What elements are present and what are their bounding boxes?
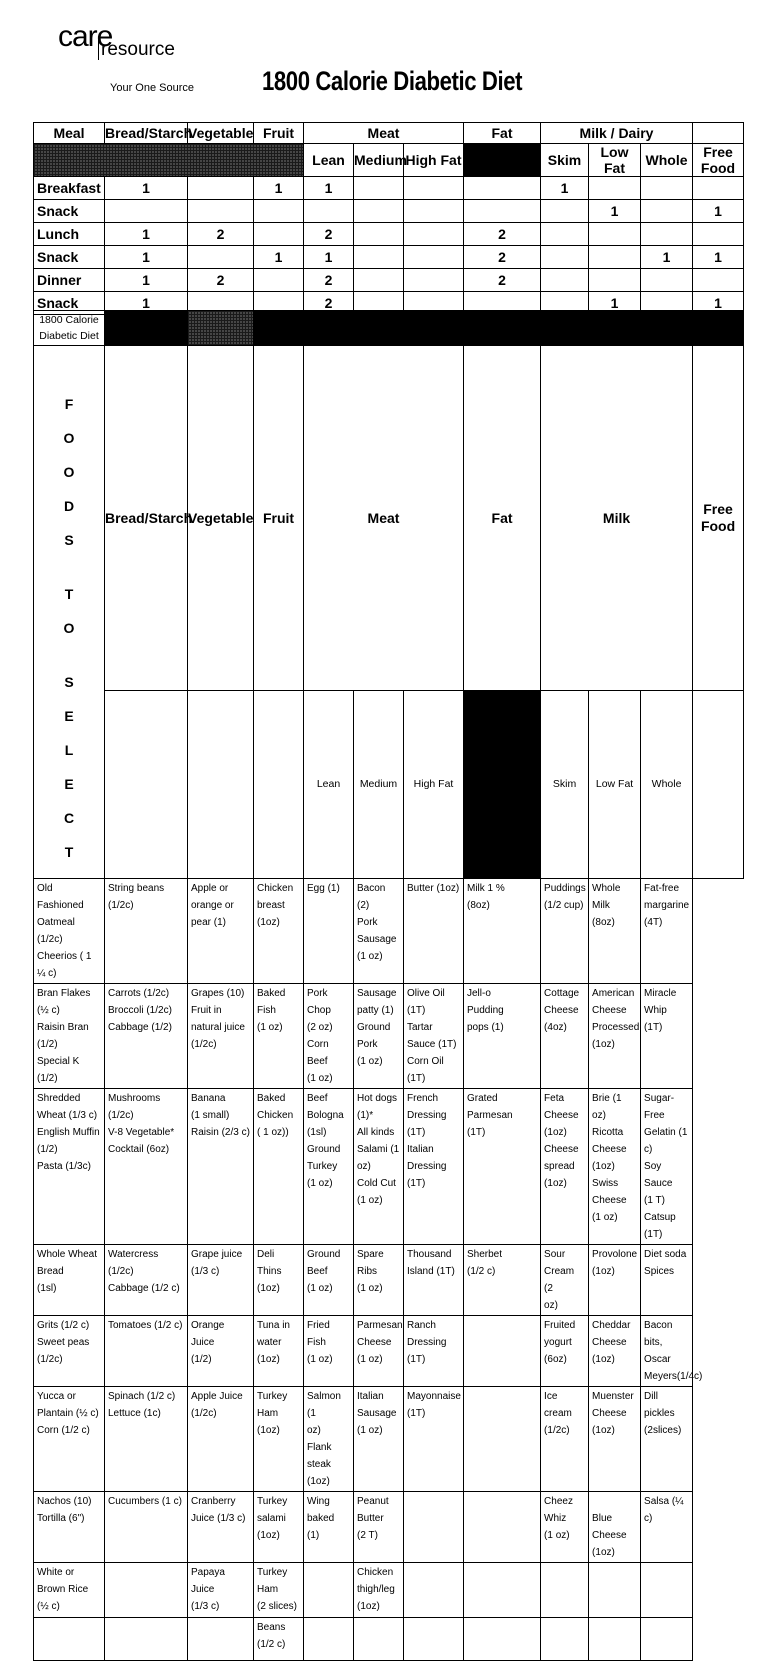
food-item (34, 1618, 105, 1661)
col-fat: Fat (464, 123, 541, 144)
food-col-fat: Fat (464, 346, 541, 691)
serving-count: 1 (105, 269, 188, 292)
empty-cell (105, 691, 188, 879)
serving-count (254, 269, 304, 292)
food-item: Sour Cream (2 oz) (541, 1245, 589, 1316)
food-row (34, 1089, 744, 1245)
food-col-bread: Bread/Starch (105, 346, 188, 691)
food-item: Tuna in water (1oz) (254, 1316, 304, 1387)
food-item: Fat-free margarine (4T) (641, 879, 693, 984)
food-col-free-food: Free Food (693, 346, 744, 691)
food-item: Wing baked (1) (304, 1492, 354, 1563)
meal-plan-row (34, 269, 744, 292)
food-item: Salsa (¼ c) (641, 1492, 693, 1563)
serving-count (354, 177, 404, 200)
food-item: Sausage patty (1) Ground Pork (1 oz) (354, 984, 404, 1089)
sub-low-fat: Low Fat (589, 144, 641, 177)
serving-count (404, 200, 464, 223)
shaded-cell (188, 311, 254, 346)
serving-count (404, 223, 464, 246)
col-meal: Meal (34, 123, 105, 144)
food-item: Cucumbers (1 c) (105, 1492, 188, 1563)
food-item (304, 1618, 354, 1661)
meal-plan-row (34, 177, 744, 200)
food-item: Apple Juice (1/2c) (188, 1387, 254, 1492)
care-resource-logo (58, 20, 194, 94)
serving-count (541, 223, 589, 246)
serving-count (188, 246, 254, 269)
food-item: Whole Milk (8oz) (589, 879, 641, 984)
food-item (464, 1492, 541, 1563)
food-item: Papaya Juice (1/3 c) (188, 1563, 254, 1618)
food-header-row (34, 346, 744, 691)
serving-count (641, 269, 693, 292)
meal-name: Snack (34, 292, 105, 315)
food-item: Orange Juice (1/2) (188, 1316, 254, 1387)
serving-count (641, 223, 693, 246)
food-item: American Cheese Processed (1oz) (589, 984, 641, 1089)
serving-count: 1 (254, 177, 304, 200)
food-item: White or Brown Rice (½ c) (34, 1563, 105, 1618)
food-item: Muenster Cheese (1oz) (589, 1387, 641, 1492)
meal-name: Dinner (34, 269, 105, 292)
food-item: Ground Beef (1 oz) (304, 1245, 354, 1316)
food-item (541, 1563, 589, 1618)
serving-count (254, 223, 304, 246)
col-free-food-top (693, 123, 744, 144)
food-item: Bacon (2) Pork Sausage (1 oz) (354, 879, 404, 984)
food-item: Spare Ribs (1 oz) (354, 1245, 404, 1316)
serving-count (589, 177, 641, 200)
serving-count: 2 (304, 269, 354, 292)
serving-count: 2 (464, 269, 541, 292)
food-item: Feta Cheese (1oz) Cheese spread (1oz) (541, 1089, 589, 1245)
food-item: Dill pickles (2slices) (641, 1387, 693, 1492)
meal-plan-body (34, 177, 744, 315)
serving-count (541, 269, 589, 292)
serving-count: 1 (105, 177, 188, 200)
food-item: Turkey Ham (1oz) (254, 1387, 304, 1492)
food-item (589, 1618, 641, 1661)
food-item: Puddings (1/2 cup) (541, 879, 589, 984)
food-caption-row (34, 311, 744, 346)
shaded-cell (541, 311, 744, 346)
serving-count: 1 (105, 292, 188, 315)
food-item: Baked Chicken ( 1 oz)) (254, 1089, 304, 1245)
food-item: Beef Bologna (1sl) Ground Turkey (1 oz) (304, 1089, 354, 1245)
serving-count (541, 200, 589, 223)
food-item: Beans (1/2 c) (254, 1618, 304, 1661)
sub-lean: Lean (304, 144, 354, 177)
logo-tagline: Your One Source (110, 82, 194, 94)
food-item: Ranch Dressing (1T) (404, 1316, 464, 1387)
food-item (541, 1618, 589, 1661)
side-letter: F (64, 396, 74, 412)
meal-name: Breakfast (34, 177, 105, 200)
serving-count (404, 177, 464, 200)
serving-count (188, 200, 254, 223)
food-item: Cranberry Juice (1/3 c) (188, 1492, 254, 1563)
serving-count (254, 200, 304, 223)
serving-count (304, 200, 354, 223)
serving-count: 1 (105, 246, 188, 269)
food-item: Tomatoes (1/2 c) (105, 1316, 188, 1387)
food-item (464, 1316, 541, 1387)
food-item (464, 1387, 541, 1492)
food-item: Peanut Butter (2 T) (354, 1492, 404, 1563)
food-item: Cottage Cheese (4oz) (541, 984, 589, 1089)
serving-count (188, 177, 254, 200)
food-item: Bacon bits, Oscar Meyers(1/4c) (641, 1316, 693, 1387)
col-vegetable: Vegetable (188, 123, 254, 144)
serving-count: 1 (641, 246, 693, 269)
food-item: Turkey Ham (2 slices) (254, 1563, 304, 1618)
food-item: Grated Parmesan (1T) (464, 1089, 541, 1245)
food-subheader-row (34, 691, 744, 879)
food-item: Sherbet (1/2 c) (464, 1245, 541, 1316)
food-item: Turkey salami (1oz) (254, 1492, 304, 1563)
serving-count: 2 (304, 223, 354, 246)
serving-count (589, 246, 641, 269)
meal-plan-header-row (34, 123, 744, 144)
food-row (34, 984, 744, 1089)
food-item: Grapes (10) Fruit in natural juice (1/2c) (188, 984, 254, 1089)
food-item: Butter (1oz) (404, 879, 464, 984)
serving-count (105, 200, 188, 223)
serving-count: 1 (693, 246, 744, 269)
serving-count: 1 (693, 292, 744, 315)
serving-count: 2 (464, 246, 541, 269)
food-item: Salmon (1 oz) Flank steak (1oz) (304, 1387, 354, 1492)
serving-count: 1 (693, 200, 744, 223)
food-item: Blue Cheese (1oz) (589, 1492, 641, 1563)
food-item: Grits (1/2 c) Sweet peas (1/2c) (34, 1316, 105, 1387)
food-item (304, 1563, 354, 1618)
side-letter (34, 566, 104, 586)
serving-count (693, 269, 744, 292)
food-col-meat: Meat (304, 346, 464, 691)
serving-count: 2 (464, 223, 541, 246)
food-item: Hot dogs (1)* All kinds Salami (1 oz) Cold Cut (1 oz) (354, 1089, 404, 1245)
food-item: Nachos (10) Tortilla (6") (34, 1492, 105, 1563)
shaded-cell (464, 691, 541, 879)
food-item (105, 1563, 188, 1618)
food-item: String beans (1/2c) (105, 879, 188, 984)
meal-name: Lunch (34, 223, 105, 246)
food-row (34, 879, 744, 984)
food-item: Egg (1) (304, 879, 354, 984)
food-item (404, 1563, 464, 1618)
food-item: Deli Thins (1oz) (254, 1245, 304, 1316)
meal-plan-row (34, 223, 744, 246)
meal-plan-row (34, 246, 744, 269)
side-letter (34, 654, 104, 674)
serving-count: 2 (188, 269, 254, 292)
food-sub-skim: Skim (541, 691, 589, 879)
food-item: Ice cream (1/2c) (541, 1387, 589, 1492)
sub-whole: Whole (641, 144, 693, 177)
serving-count: 1 (304, 246, 354, 269)
food-item: Milk 1 % (8oz) (464, 879, 541, 984)
serving-count (589, 269, 641, 292)
shaded-cell (464, 144, 541, 177)
food-row (34, 1563, 744, 1618)
food-item: Chicken breast (1oz) (254, 879, 304, 984)
food-item (641, 1563, 693, 1618)
side-letter: O (63, 464, 75, 480)
food-row (34, 1316, 744, 1387)
food-item: Pork Chop (2 oz) Corn Beef (1 oz) (304, 984, 354, 1089)
serving-count (641, 177, 693, 200)
food-item: Brie (1 oz) Ricotta Cheese (1oz) Swiss Cheese (1 oz) (589, 1089, 641, 1245)
side-letter: S (64, 674, 74, 690)
food-row (34, 1618, 744, 1661)
food-item: Spinach (1/2 c) Lettuce (1c) (105, 1387, 188, 1492)
food-item: Banana (1 small) Raisin (2/3 c) (188, 1089, 254, 1245)
sub-free-food: Free Food (693, 144, 744, 177)
serving-count (354, 223, 404, 246)
shaded-cell (105, 311, 188, 346)
food-item: Shredded Wheat (1/3 c) English Muffin (1/2) Pasta (1/3c) (34, 1089, 105, 1245)
page-title: 1800 Calorie Diabetic Diet (262, 66, 523, 96)
food-item: Parmesan Cheese (1 oz) (354, 1316, 404, 1387)
col-meat: Meat (304, 123, 464, 144)
food-sub-low-fat: Low Fat (589, 691, 641, 879)
food-item: Thousand Island (1T) (404, 1245, 464, 1316)
food-item (404, 1618, 464, 1661)
sub-skim: Skim (541, 144, 589, 177)
logo-care-text: care (58, 20, 113, 53)
serving-count: 1 (541, 177, 589, 200)
side-letter: L (64, 742, 74, 758)
empty-cell (188, 691, 254, 879)
food-item: Sugar-Free Gelatin (1 c) Soy Sauce (1 T) Catsup (1T) (641, 1089, 693, 1245)
serving-count: 2 (188, 223, 254, 246)
food-caption: 1800 Calorie Diabetic Diet (34, 311, 105, 346)
food-item: Baked Fish (1 oz) (254, 984, 304, 1089)
side-letter: D (63, 498, 75, 514)
food-item: Cheddar Cheese (1oz) (589, 1316, 641, 1387)
serving-count (641, 200, 693, 223)
col-milk-dairy: Milk / Dairy (541, 123, 693, 144)
serving-count (404, 246, 464, 269)
food-item: Bran Flakes (½ c) Raisin Bran (1/2) Special K (1/2) (34, 984, 105, 1089)
food-item: Carrots (1/2c) Broccoli (1/2c) Cabbage (1/2) (105, 984, 188, 1089)
food-item (105, 1618, 188, 1661)
shaded-cell (254, 311, 541, 346)
col-fruit: Fruit (254, 123, 304, 144)
serving-count: 2 (304, 292, 354, 315)
meal-plan-row (34, 200, 744, 223)
col-bread-starch: Bread/Starch (105, 123, 188, 144)
food-item: Miracle Whip (1T) (641, 984, 693, 1089)
food-choices-body (34, 879, 744, 1661)
food-sub-whole: Whole (641, 691, 693, 879)
food-col-vegetable: Vegetable (188, 346, 254, 691)
food-row (34, 1492, 744, 1563)
food-choices-table (33, 310, 744, 1661)
food-sub-high-fat: High Fat (404, 691, 464, 879)
serving-count (354, 269, 404, 292)
food-item: Watercress (1/2c) Cabbage (1/2 c) (105, 1245, 188, 1316)
food-item (354, 1618, 404, 1661)
food-item: Jell-o Pudding pops (1) (464, 984, 541, 1089)
serving-count (589, 223, 641, 246)
serving-count (404, 269, 464, 292)
food-item (641, 1618, 693, 1661)
empty-cell (254, 691, 304, 879)
serving-count: 1 (105, 223, 188, 246)
food-item: Grape juice (1/3 c) (188, 1245, 254, 1316)
food-sub-lean: Lean (304, 691, 354, 879)
side-letter: T (64, 844, 74, 860)
food-item: Mushrooms (1/2c) V-8 Vegetable* Cocktail (6oz) (105, 1089, 188, 1245)
food-item: Fried Fish (1 oz) (304, 1316, 354, 1387)
shaded-cell (34, 144, 304, 177)
food-sub-medium: Medium (354, 691, 404, 879)
food-item: French Dressing (1T) Italian Dressing (1T) (404, 1089, 464, 1245)
side-letter: E (64, 776, 74, 792)
food-item: Cheez Whiz (1 oz) (541, 1492, 589, 1563)
food-row (34, 1387, 744, 1492)
food-item: Yucca or Plantain (½ c) Corn (1/2 c) (34, 1387, 105, 1492)
serving-count (464, 177, 541, 200)
food-col-fruit: Fruit (254, 346, 304, 691)
food-item: Chicken thigh/leg (1oz) (354, 1563, 404, 1618)
serving-count: 1 (304, 177, 354, 200)
food-item: Mayonnaise (1T) (404, 1387, 464, 1492)
foods-to-select-label (34, 346, 105, 879)
food-item (464, 1563, 541, 1618)
side-letter: T (64, 586, 74, 602)
food-item (404, 1492, 464, 1563)
food-row (34, 1245, 744, 1316)
food-item (464, 1618, 541, 1661)
food-item (589, 1563, 641, 1618)
food-item: Olive Oil (1T) Tartar Sauce (1T) Corn Oil (1T) (404, 984, 464, 1089)
serving-count (693, 177, 744, 200)
side-letter: O (63, 620, 75, 636)
side-letter: E (64, 708, 74, 724)
serving-count (541, 246, 589, 269)
serving-count: 1 (589, 292, 641, 315)
sub-high-fat: High Fat (404, 144, 464, 177)
serving-count: 1 (589, 200, 641, 223)
side-letter: O (63, 430, 75, 446)
food-item (188, 1618, 254, 1661)
food-item: Diet soda Spices (641, 1245, 693, 1316)
side-letter: C (63, 810, 75, 826)
food-item: Italian Sausage (1 oz) (354, 1387, 404, 1492)
empty-cell (693, 691, 744, 879)
food-item: Old Fashioned Oatmeal (1/2c) Cheerios ( 1 ¼ c) (34, 879, 105, 984)
serving-count (354, 200, 404, 223)
serving-count (464, 200, 541, 223)
logo-resource-text: resource (98, 40, 175, 60)
side-letter: S (64, 532, 74, 548)
meal-plan-table (33, 122, 744, 315)
meal-name: Snack (34, 200, 105, 223)
food-item: Whole Wheat Bread (1sl) (34, 1245, 105, 1316)
meal-plan-subheader-row (34, 144, 744, 177)
serving-count (354, 246, 404, 269)
serving-count: 1 (254, 246, 304, 269)
meal-name: Snack (34, 246, 105, 269)
food-item: Fruited yogurt (6oz) (541, 1316, 589, 1387)
food-item: Provolone (1oz) (589, 1245, 641, 1316)
food-item: Apple or orange or pear (1) (188, 879, 254, 984)
food-col-milk: Milk (541, 346, 693, 691)
sub-medium: Medium (354, 144, 404, 177)
serving-count (693, 223, 744, 246)
